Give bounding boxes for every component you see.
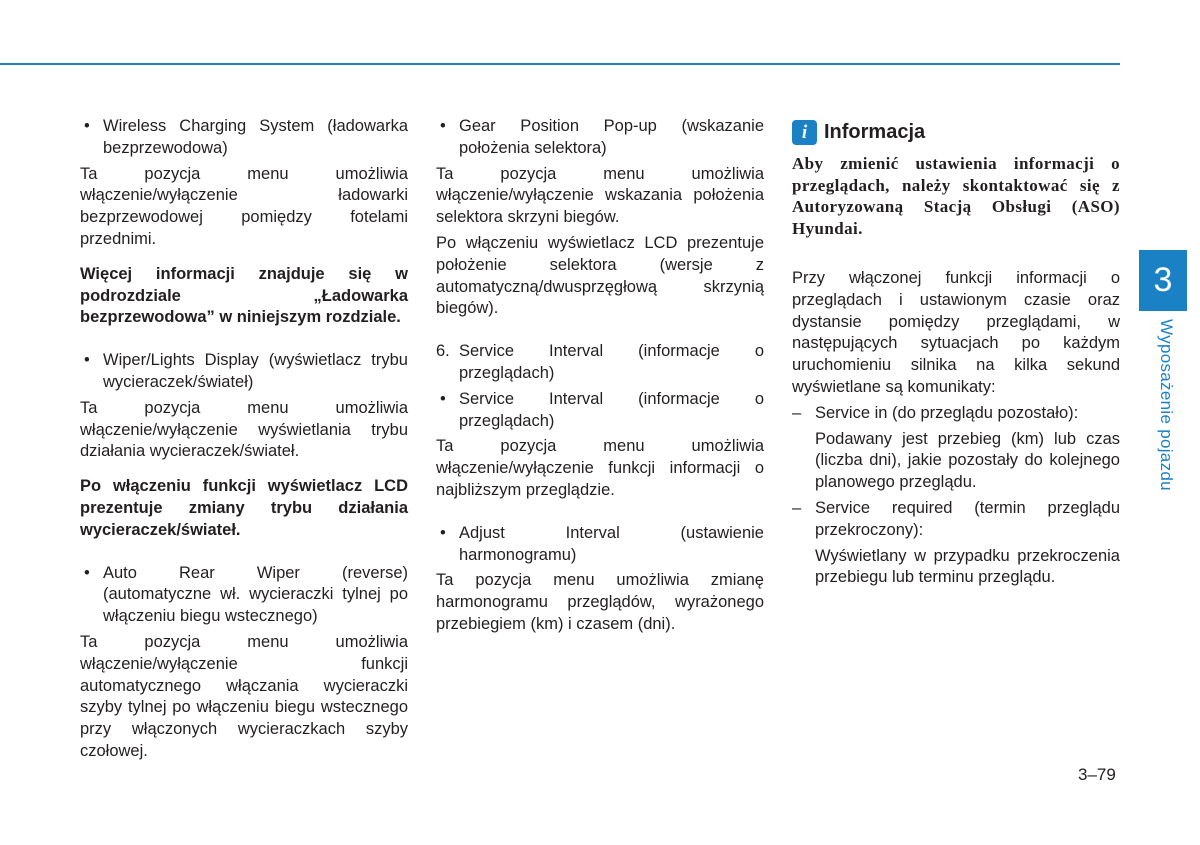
right-column — [792, 116, 1120, 593]
bullet-service-interval: • Service Interval (informacje o przeglądach) — [436, 389, 764, 433]
info-header — [792, 120, 1120, 145]
top-rule — [0, 63, 1120, 65]
info-note: Aby zmienić ustawienia informacji o przeglądach, należy skontaktować się z Autoryzowaną Stacją Obsługi (ASO) Hyundai. — [792, 154, 1120, 238]
sub-service-in: Podawany jest przebieg (km) lub czas (liczba dni), jakie pozostały do kolejnego planowego przeglądu. — [815, 429, 1120, 492]
chapter-number-tab: 3 — [1139, 250, 1187, 311]
bullet-adjust-interval: • Adjust Interval (ustawienie harmonogramu) — [436, 523, 764, 567]
dash-mark: – — [792, 498, 802, 517]
dash-mark: – — [792, 403, 802, 422]
bullet-wiper-lights: • Wiper/Lights Display (wyświetlacz trybu wycieraczek/świateł) — [80, 350, 408, 394]
bullet-auto-rear-wiper: • Auto Rear Wiper (reverse) (automatyczne wł. wycieraczki tylnej po włączeniu biegu wstecznego) — [80, 563, 408, 628]
sub-service-required: Wyświetlany w przypadku przekroczenia przebiegu lub terminu przeglądu. — [815, 546, 1120, 587]
para-gear-lcd: Po włączeniu wyświetlacz LCD prezentuje położenie selektora (wersje z automatyczną/dwusprzęgłową skrzynią biegów). — [436, 233, 764, 318]
info-title: Informacja — [824, 120, 926, 143]
dash-service-in — [792, 403, 1120, 425]
left-column — [80, 116, 408, 767]
para-service-messages: Przy włączonej funkcji informacji o przeglądach i ustawionym czasie oraz dystansie pomiędzy przeglądami, w następujących sytuacjach po każdym uruchomieniu silnika na kilka sekund wyświetlane są komunikaty: — [792, 269, 1120, 396]
dash-service-required — [792, 498, 1120, 542]
note-wiper-lights: Po włączeniu funkcji wyświetlacz LCD prezentuje zmiany trybu działania wycieraczek/świateł. — [80, 477, 408, 539]
bullet-wireless-charging: • Wireless Charging System (ładowarka bezprzewodowa) — [80, 116, 408, 160]
dash-text: Service in (do przeglądu pozostało): — [815, 403, 1079, 422]
item-number: 6. — [436, 342, 450, 361]
para-service-interval: Ta pozycja menu umożliwia włączenie/wyłączenie funkcji informacji o najbliższym przeglądzie. — [436, 437, 764, 499]
dash-text: Service required (termin przeglądu przekroczony): — [815, 498, 1120, 539]
para-adjust-interval: Ta pozycja menu umożliwia zmianę harmonogramu przeglądów, wyrażonego przebiegiem (km) i czasem (dni). — [436, 571, 764, 633]
numbered-service-interval — [436, 341, 764, 385]
para-wireless-charging: Ta pozycja menu umożliwia włączenie/wyłączenie ładowarki bezprzewodowej pomiędzy fotelami przednimi. — [80, 164, 408, 248]
bullet-gear-position: • Gear Position Pop-up (wskazanie położenia selektora) — [436, 116, 764, 160]
page-number: 3–79 — [1078, 765, 1116, 784]
note-wireless-charging: Więcej informacji znajduje się w podrozdziale „Ładowarka bezprzewodowa” w niniejszym rozdziale. — [80, 264, 408, 327]
chapter-title: Wyposażenie pojazdu — [1157, 319, 1176, 491]
para-gear-position: Ta pozycja menu umożliwia włączenie/wyłączenie wskazania położenia selektora skrzyni biegów. — [436, 164, 764, 227]
para-wiper-lights: Ta pozycja menu umożliwia włączenie/wyłączenie wyświetlania trybu działania wycieraczek/świateł. — [80, 398, 408, 461]
para-auto-rear-wiper: Ta pozycja menu umożliwia włączenie/wyłączenie funkcji automatycznego włączania wycieraczki szyby tylnej po włączeniu biegu wstecznego przy włączonych wycieraczkach szyby czołowej. — [80, 632, 408, 760]
numbered-text: Service Interval (informacje o przeglądach) — [459, 342, 764, 382]
info-icon: i — [792, 120, 817, 145]
middle-column — [436, 116, 764, 640]
